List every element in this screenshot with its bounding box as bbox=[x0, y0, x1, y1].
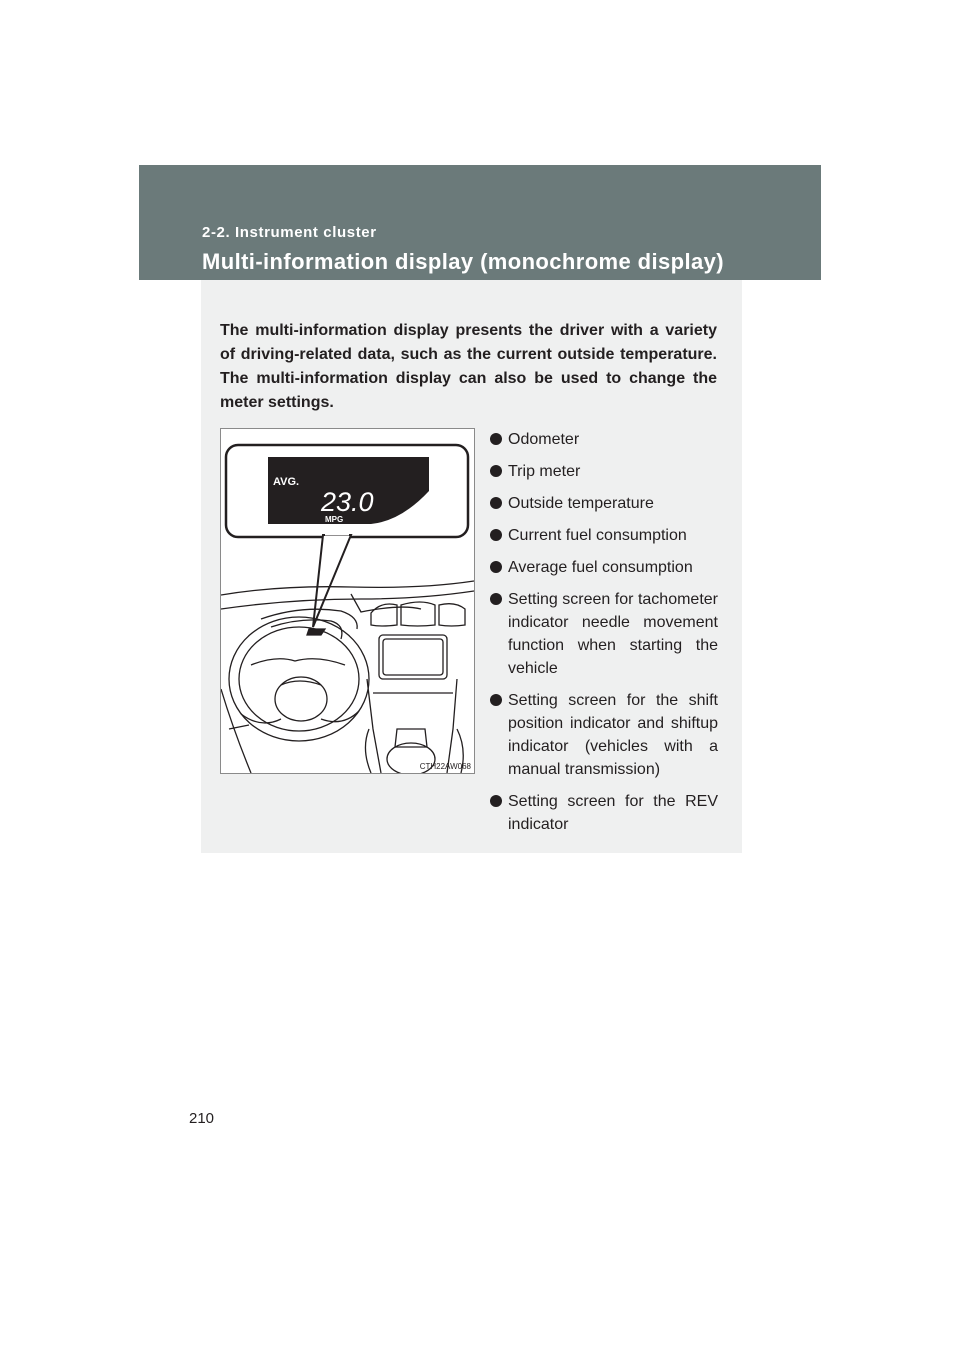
feature-list bbox=[490, 428, 718, 845]
list-item: Odometer bbox=[490, 428, 718, 451]
page-title: Multi-information display (monochrome display) bbox=[202, 249, 724, 274]
display-unit: MPG bbox=[325, 515, 344, 524]
section-label: 2-2. Instrument cluster bbox=[202, 224, 377, 241]
list-item: Average fuel consumption bbox=[490, 556, 718, 579]
dashboard-lines bbox=[221, 581, 474, 773]
intro-text: The multi-information display presents the driver with a variety of driving-related data, such as the current outside temperature. The multi-information display can also be used to change the meter settings. bbox=[220, 322, 717, 411]
list-item: Setting screen for tachometer indicator needle movement function when starting the vehicle bbox=[490, 588, 718, 680]
section-header bbox=[139, 165, 821, 280]
dashboard-illustration bbox=[220, 428, 475, 774]
list-item: Outside temperature bbox=[490, 492, 718, 515]
display-mode: AVG. bbox=[273, 476, 300, 488]
content-box bbox=[201, 280, 742, 853]
list-item: Current fuel consumption bbox=[490, 524, 718, 547]
display-value: 23.0 bbox=[321, 487, 374, 517]
dashboard-drawing bbox=[221, 429, 474, 773]
list-item: Setting screen for the shift position indicator and shiftup indicator (vehicles with a manual transmission) bbox=[490, 689, 718, 781]
list-item: Trip meter bbox=[490, 460, 718, 483]
page-number: 210 bbox=[189, 1110, 215, 1127]
figure-code: CTH22AW068 bbox=[419, 762, 471, 771]
list-item: Setting screen for the REV indicator bbox=[490, 790, 718, 836]
